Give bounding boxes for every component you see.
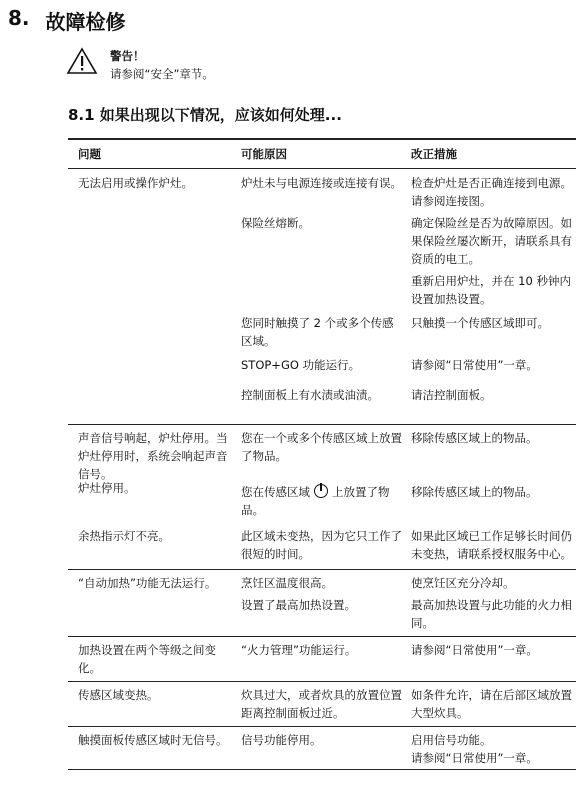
table-group xyxy=(68,637,576,682)
cause-cell: 烹饪区温度很高。 xyxy=(241,576,333,590)
remedy-cell: 请参阅“日常使用”一章。 xyxy=(411,643,538,657)
problem-cell: 炉灶停用。 xyxy=(78,481,136,495)
remedy-cell: 检查炉灶是否正确连接到电源。请参阅连接图。 xyxy=(411,176,572,208)
power-icon xyxy=(314,484,328,498)
remedy-cell: 使烹饪区充分冷却。 xyxy=(411,576,515,590)
table-row xyxy=(68,272,576,308)
table-row xyxy=(68,214,576,268)
table-group xyxy=(68,425,576,570)
remedy-cell: 最高加热设置与此功能的火力相同。 xyxy=(411,598,572,630)
problem-cell: 余热指示灯不亮。 xyxy=(78,529,170,543)
subsection-title: 8.1 如果出现以下情况，应该如何处理... xyxy=(68,106,342,124)
table-row xyxy=(68,314,576,350)
cause-cell: 信号功能停用。 xyxy=(241,733,322,747)
table-row xyxy=(68,356,576,374)
cause-cell: 您在一个或多个传感区域上放置了物品。 xyxy=(241,431,402,463)
remedy-cell: 确定保险丝是否为故障原因。如果保险丝屡次断开，请联系具有资质的电工。 xyxy=(411,216,572,266)
table-row xyxy=(68,682,576,722)
table-row xyxy=(68,425,576,483)
table-row xyxy=(68,169,576,210)
table-row xyxy=(68,637,576,677)
remedy-cell: 请参阅“日常使用”一章。 xyxy=(411,358,538,372)
problem-cell: 无法启用或操作炉灶。 xyxy=(78,176,193,190)
cause-cell: 设置了最高加热设置。 xyxy=(241,598,356,612)
section-number: 8. xyxy=(8,6,30,30)
remedy-cell: 如果此区域已工作足够长时间仍未变热，请联系授权服务中心。 xyxy=(411,529,572,561)
header-cause: 可能原因 xyxy=(241,147,287,161)
table-row xyxy=(68,570,576,592)
table-group xyxy=(68,682,576,727)
table-group xyxy=(68,727,576,770)
table-row xyxy=(68,527,576,563)
cause-cell: 保险丝熔断。 xyxy=(241,216,310,230)
remedy-cell: 移除传感区域上的物品。 xyxy=(411,485,538,499)
table-row xyxy=(68,479,576,519)
table-row xyxy=(68,386,576,404)
remedy-cell: 重新启用炉灶，并在 10 秒钟内设置加热设置。 xyxy=(411,274,571,306)
header-remedy: 改正措施 xyxy=(411,147,457,161)
problem-cell: 传感区域变热。 xyxy=(78,688,159,702)
problem-cell: 触摸面板传感区域时无信号。 xyxy=(78,733,228,747)
problem-cell: 加热设置在两个等级之间变化。 xyxy=(78,643,216,675)
warning-box xyxy=(66,47,214,83)
table-group xyxy=(68,570,576,637)
remedy-cell: 请洁控制面板。 xyxy=(411,388,492,402)
cause-cell: 炊具过大，或者炊具的放置位置距离控制面板过近。 xyxy=(241,688,402,720)
remedy-cell: 启用信号功能。 请参阅“日常使用”一章。 xyxy=(411,733,538,765)
cause-cell: 您同时触摸了 2 个或多个传感区域。 xyxy=(241,316,394,348)
table-row xyxy=(68,727,576,767)
warning-title: 警告！ xyxy=(110,49,145,63)
table-group xyxy=(68,169,576,425)
table-row xyxy=(68,596,576,632)
problem-cell: 声音信号响起，炉灶停用。当炉灶停用时，系统会响起声音信号。 xyxy=(78,431,228,481)
cause-cell: 此区域未变热，因为它只工作了很短的时间。 xyxy=(241,529,402,561)
table-header xyxy=(68,138,576,169)
remedy-cell: 移除传感区域上的物品。 xyxy=(411,431,538,445)
section-heading: 故障检修 xyxy=(45,10,126,34)
troubleshooting-table xyxy=(68,138,576,770)
warning-triangle-icon xyxy=(66,47,98,75)
cause-cell: 您在传感区域 上放置了物品。 xyxy=(241,485,390,517)
remedy-cell: 如条件允许，请在后部区域放置大型炊具。 xyxy=(411,688,572,720)
cause-cell: 炉灶未与电源连接或连接有误。 xyxy=(241,176,402,190)
remedy-cell: 只触摸一个传感区域即可。 xyxy=(411,316,549,330)
cause-cell: 控制面板上有水渍或油渍。 xyxy=(241,388,379,402)
section-title xyxy=(8,6,126,35)
problem-cell: “自动加热”功能无法运行。 xyxy=(78,576,217,590)
warning-text: 请参阅“安全”章节。 xyxy=(110,67,214,81)
cause-cell: STOP+GO 功能运行。 xyxy=(241,358,361,372)
header-problem: 问题 xyxy=(78,147,101,161)
cause-cell: “火力管理”功能运行。 xyxy=(241,643,357,657)
